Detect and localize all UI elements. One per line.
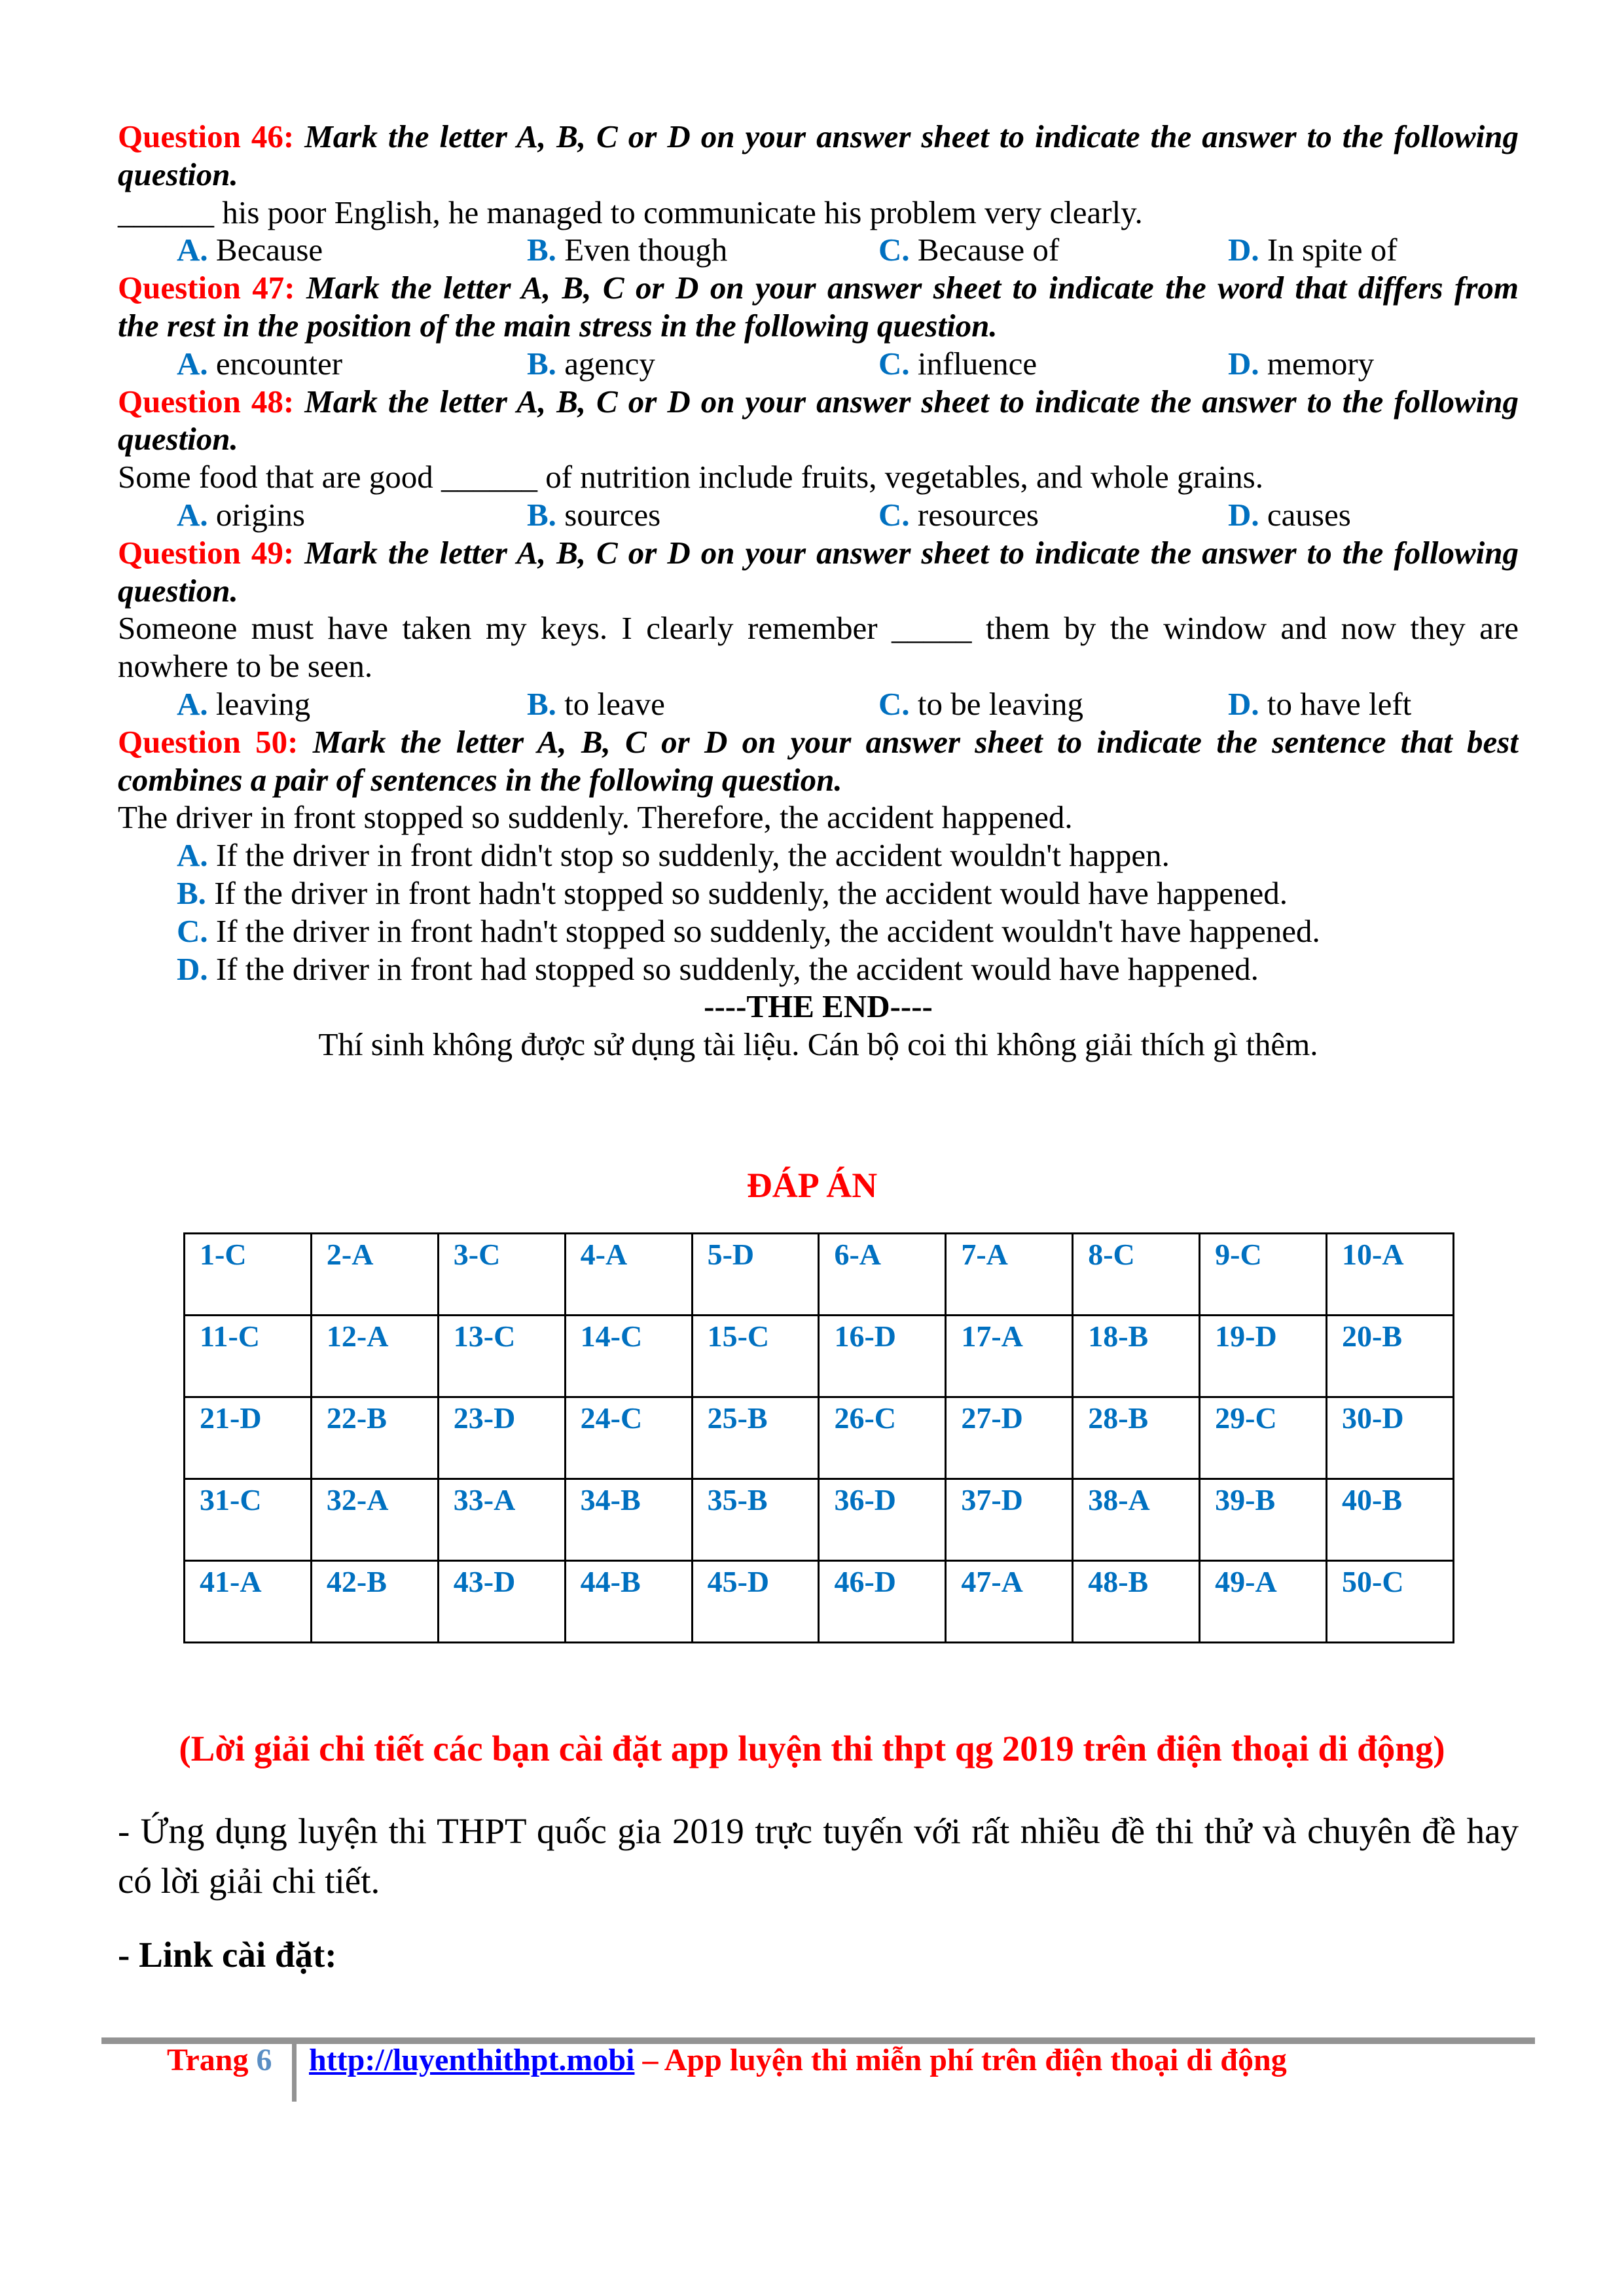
answer-cell: 27-D [946, 1397, 1073, 1479]
instruction-text: question. [118, 156, 238, 192]
option-text: memory [1259, 345, 1375, 382]
question-label: Question 47: [118, 270, 295, 306]
option-text: In spite of [1259, 232, 1398, 268]
instruction-text: Mark the letter A, B, C or D on your answer sheet to indicate the answer to the following [294, 118, 1519, 154]
answer-cell: 36-D [819, 1479, 946, 1561]
question-instruction-line [118, 269, 1519, 307]
question-stem: Someone must have taken my keys. I clearly remember _____ them by the window and now they are [118, 610, 1519, 647]
option-letter: C. [878, 232, 910, 268]
question-instruction-line [118, 761, 1519, 799]
answer-row [185, 1234, 1454, 1316]
answer-cell: 19-D [1200, 1316, 1327, 1397]
answer-cell: 50-C [1327, 1561, 1454, 1643]
answer-cell: 17-A [946, 1316, 1073, 1397]
question-stem: The driver in front stopped so suddenly. Therefore, the accident happened. [118, 799, 1073, 836]
answer-cell: 41-A [185, 1561, 312, 1643]
instruction-text: Mark the letter A, B, C or D on your answer sheet to indicate the sentence that best [298, 723, 1519, 760]
option-letter: B. [527, 232, 556, 268]
option-text: sources [556, 496, 661, 533]
option-letter: A. [177, 232, 208, 268]
answer-option[interactable] [527, 496, 660, 534]
answer-cell: 10-A [1327, 1234, 1454, 1316]
instruction-text: question. [118, 421, 238, 457]
question-label: Question 48: [118, 383, 295, 420]
option-text: Because of [909, 232, 1060, 268]
question-instruction-line [118, 383, 1519, 421]
option-text: origins [208, 496, 306, 533]
answer-option[interactable] [118, 912, 1519, 950]
install-link-label: - Link cài đặt: [118, 1935, 337, 1975]
option-letter: A. [177, 837, 208, 874]
answer-cell: 6-A [819, 1234, 946, 1316]
answer-option[interactable] [118, 874, 1519, 912]
answer-option[interactable] [878, 685, 1083, 723]
answer-option[interactable] [527, 685, 665, 723]
answer-option[interactable] [878, 231, 1059, 269]
question-label: Question 49: [118, 534, 295, 571]
answer-cell: 45-D [692, 1561, 819, 1643]
answer-cell: 44-B [565, 1561, 692, 1643]
question-instruction-line [118, 156, 1519, 194]
question-stem: nowhere to be seen. [118, 648, 373, 685]
page-label: Trang [167, 2043, 257, 2077]
option-text: If the driver in front hadn't stopped so suddenly, the accident would have happened. [206, 874, 1288, 911]
answer-cell: 2-A [311, 1234, 438, 1316]
answer-cell: 40-B [1327, 1479, 1454, 1561]
option-text: If the driver in front didn't stop so suddenly, the accident wouldn't happen. [208, 837, 1170, 874]
answer-option[interactable] [118, 836, 1519, 874]
answer-cell: 12-A [311, 1316, 438, 1397]
option-letter: B. [527, 345, 556, 382]
option-letter: D. [177, 950, 208, 987]
footer-text [309, 2042, 1287, 2078]
option-text: Because [208, 232, 323, 268]
option-letter: D. [1228, 345, 1259, 382]
answer-option[interactable] [177, 496, 305, 534]
answer-option[interactable] [177, 685, 310, 723]
option-text: causes [1259, 496, 1351, 533]
option-letter: B. [177, 874, 206, 911]
answer-cell: 14-C [565, 1316, 692, 1397]
option-letter: D. [1228, 685, 1259, 722]
answer-cell: 42-B [311, 1561, 438, 1643]
answer-row [185, 1316, 1454, 1397]
answer-option[interactable] [1228, 231, 1398, 269]
instruction-text: Mark the letter A, B, C or D on your answer sheet to indicate the word that differs from [295, 270, 1519, 306]
answer-cell: 32-A [311, 1479, 438, 1561]
option-text: Even though [556, 232, 728, 268]
option-letter: B. [527, 496, 556, 533]
exam-rules-note: Thí sinh không được sử dụng tài liệu. Cán bộ coi thi không giải thích gì thêm. [318, 1026, 1318, 1063]
answer-cell: 21-D [185, 1397, 312, 1479]
solution-note: (Lời giải chi tiết các bạn cài đặt app luyện thi thpt qg 2019 trên điện thoại di động) [179, 1729, 1445, 1768]
option-text: If the driver in front hadn't stopped so suddenly, the accident wouldn't have happened. [208, 912, 1320, 949]
the-end: ----THE END---- [704, 988, 933, 1025]
option-letter: C. [878, 345, 910, 382]
answer-option[interactable] [177, 345, 342, 383]
option-text: to leave [556, 685, 665, 722]
answer-option[interactable] [1228, 496, 1351, 534]
answer-cell: 48-B [1073, 1561, 1200, 1643]
question-instruction-line [118, 723, 1519, 761]
answer-cell: 13-C [438, 1316, 565, 1397]
answer-option[interactable] [878, 496, 1039, 534]
answer-cell: 1-C [185, 1234, 312, 1316]
footer-vertical-divider [292, 2044, 297, 2102]
answer-cell: 38-A [1073, 1479, 1200, 1561]
answer-options-row [118, 231, 1519, 269]
answer-row [185, 1479, 1454, 1561]
question-instruction-line [118, 572, 1519, 610]
option-text: leaving [208, 685, 311, 722]
question-label: Question 50: [118, 723, 298, 760]
answer-cell: 9-C [1200, 1234, 1327, 1316]
answer-cell: 43-D [438, 1561, 565, 1643]
option-letter: C. [878, 496, 910, 533]
option-letter: C. [878, 685, 910, 722]
answer-option[interactable] [527, 231, 727, 269]
instruction-text: Mark the letter A, B, C or D on your answer sheet to indicate the answer to the following [294, 534, 1519, 571]
answer-option[interactable] [177, 231, 323, 269]
option-letter: D. [1228, 232, 1259, 268]
option-letter: D. [1228, 496, 1259, 533]
option-text: encounter [208, 345, 343, 382]
question-stem: ______ his poor English, he managed to communicate his problem very clearly. [118, 194, 1143, 230]
answer-cell: 34-B [565, 1479, 692, 1561]
answer-cell: 35-B [692, 1479, 819, 1561]
answer-cell: 5-D [692, 1234, 819, 1316]
question-instruction-line [118, 307, 1519, 345]
answer-options-row [118, 685, 1519, 723]
answer-cell: 11-C [185, 1316, 312, 1397]
answer-cell: 39-B [1200, 1479, 1327, 1561]
answer-cell: 47-A [946, 1561, 1073, 1643]
answer-cell: 37-D [946, 1479, 1073, 1561]
answer-option[interactable] [527, 345, 655, 383]
question-instruction-line [118, 534, 1519, 572]
question-label: Question 46: [118, 118, 295, 154]
instruction-text: the rest in the position of the main stress in the following question. [118, 307, 998, 344]
answer-cell: 49-A [1200, 1561, 1327, 1643]
answer-cell: 18-B [1073, 1316, 1200, 1397]
answer-cell: 15-C [692, 1316, 819, 1397]
answer-option[interactable] [118, 950, 1519, 988]
exam-questions [118, 118, 1519, 1064]
option-text: to have left [1259, 685, 1412, 722]
answer-option[interactable] [1228, 685, 1411, 723]
answer-cell: 20-B [1327, 1316, 1454, 1397]
option-text: resources [909, 496, 1039, 533]
option-text: If the driver in front had stopped so suddenly, the accident would have happened. [208, 950, 1259, 987]
question-instruction-line [118, 118, 1519, 156]
answer-cell: 29-C [1200, 1397, 1327, 1479]
instruction-text: question. [118, 572, 238, 609]
answer-row [185, 1397, 1454, 1479]
answer-key-title: ĐÁP ÁN [746, 1166, 878, 1205]
answer-option[interactable] [878, 345, 1037, 383]
answer-cell: 26-C [819, 1397, 946, 1479]
answer-cell: 22-B [311, 1397, 438, 1479]
answer-cell: 46-D [819, 1561, 946, 1643]
answer-key-table [183, 1232, 1454, 1643]
page-number: 6 [256, 2043, 272, 2077]
answer-cell: 4-A [565, 1234, 692, 1316]
option-letter: C. [177, 912, 208, 949]
answer-cell: 7-A [946, 1234, 1073, 1316]
option-letter: A. [177, 496, 208, 533]
answer-cell: 24-C [565, 1397, 692, 1479]
option-text: to be leaving [909, 685, 1083, 722]
question-stem: Some food that are good ______ of nutrition include fruits, vegetables, and whole grains. [118, 459, 1264, 495]
instruction-text: combines a pair of sentences in the following question. [118, 761, 842, 798]
option-text: agency [556, 345, 655, 382]
answer-cell: 28-B [1073, 1397, 1200, 1479]
answer-options-row [118, 345, 1519, 383]
answer-cell: 8-C [1073, 1234, 1200, 1316]
app-description: - Ứng dụng luyện thi THPT quốc gia 2019 trực tuyến với rất nhiều đề thi thử và chuyên đề hay có lời giải chi tiết. [118, 1811, 1519, 1901]
answer-cell: 33-A [438, 1479, 565, 1561]
footer-tagline: – App luyện thi miễn phí trên điện thoại di động [634, 2043, 1287, 2077]
website-link[interactable]: http://luyenthithpt.mobi [309, 2043, 635, 2077]
option-letter: B. [527, 685, 556, 722]
answer-cell: 16-D [819, 1316, 946, 1397]
answer-cell: 31-C [185, 1479, 312, 1561]
answer-cell: 30-D [1327, 1397, 1454, 1479]
instruction-text: Mark the letter A, B, C or D on your answer sheet to indicate the answer to the following [294, 383, 1519, 420]
question-instruction-line [118, 420, 1519, 458]
answer-cell: 25-B [692, 1397, 819, 1479]
answer-row [185, 1561, 1454, 1643]
answer-cell: 3-C [438, 1234, 565, 1316]
answer-cell: 23-D [438, 1397, 565, 1479]
answer-option[interactable] [1228, 345, 1374, 383]
option-letter: A. [177, 685, 208, 722]
footer-page [167, 2042, 272, 2078]
option-text: influence [909, 345, 1038, 382]
answer-options-row [118, 496, 1519, 534]
option-letter: A. [177, 345, 208, 382]
